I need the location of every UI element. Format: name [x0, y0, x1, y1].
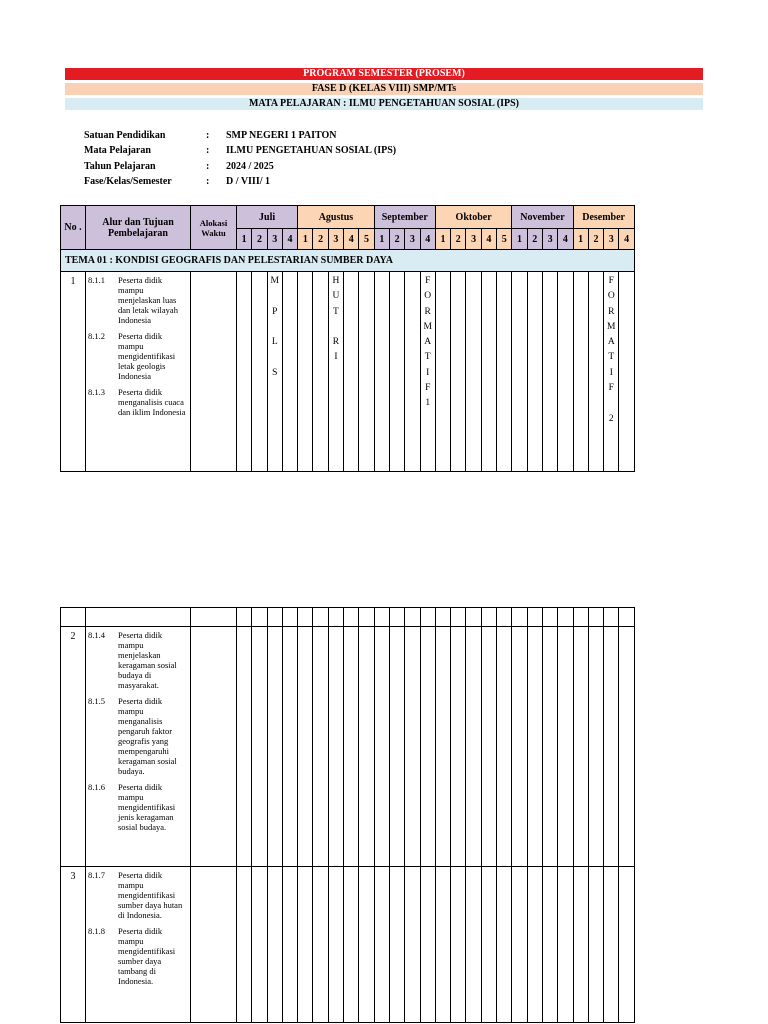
- annotation-letter: R: [608, 306, 615, 317]
- objective-text: Peserta didik mampu menganalisis pengaruh faktor geografis yang mempengaruhi keragaman sosial budaya.: [118, 696, 177, 776]
- annotation-letter: M: [423, 321, 432, 332]
- annotation-letter: O: [424, 291, 432, 302]
- annotation-letter: M: [270, 276, 279, 286]
- week-cell: [389, 867, 404, 1023]
- empty-cell: [466, 608, 481, 627]
- month-header: Desember: [573, 206, 634, 229]
- empty-cell: [374, 608, 389, 627]
- week-cell-annotation: [604, 272, 619, 472]
- week-cell: [527, 867, 542, 1023]
- objective-item: [88, 275, 188, 325]
- week-cell: [435, 272, 450, 472]
- week-cell: [435, 627, 450, 867]
- week-cell: [573, 272, 588, 472]
- info-value: 2024 / 2025: [226, 160, 274, 172]
- objective-item: [88, 782, 188, 832]
- week-cell: [313, 272, 328, 472]
- objective-text: Peserta didik mampu menjelaskan luas dan letak wilayah Indonesia: [118, 275, 178, 325]
- learning-objectives: [86, 272, 191, 472]
- empty-cell: [527, 608, 542, 627]
- info-colon: :: [206, 160, 210, 172]
- week-number: 4: [619, 229, 634, 250]
- info-label: Fase/Kelas/Semester: [84, 175, 172, 187]
- week-cell: [466, 272, 481, 472]
- week-cell: [542, 627, 557, 867]
- info-label: Tahun Pelajaran: [84, 160, 156, 172]
- month-header: Oktober: [435, 206, 511, 229]
- week-cell: [542, 867, 557, 1023]
- objective-code: 8.1.7: [88, 870, 105, 880]
- week-cell: [298, 867, 313, 1023]
- objective-text: Peserta didik mampu mengidentifikasi letak geologis Indonesia: [118, 331, 176, 381]
- week-cell: [558, 867, 573, 1023]
- week-number: 1: [374, 229, 389, 250]
- week-cell: [405, 867, 420, 1023]
- header-no: No .: [61, 206, 86, 250]
- info-label: Satuan Pendidikan: [84, 130, 166, 141]
- week-number: 1: [573, 229, 588, 250]
- empty-cell: [282, 608, 297, 627]
- week-number: 2: [527, 229, 542, 250]
- annotation-letter: A: [607, 337, 615, 348]
- month-header: September: [374, 206, 435, 229]
- week-number: 4: [420, 229, 435, 250]
- week-cell: [527, 272, 542, 472]
- week-number: 1: [237, 229, 252, 250]
- week-number: 2: [313, 229, 328, 250]
- week-number: 3: [328, 229, 343, 250]
- empty-cell: [313, 608, 328, 627]
- week-cell: [389, 272, 404, 472]
- theme-title: TEMA 01 : KONDISI GEOGRAFIS DAN PELESTARIAN SUMBER DAYA: [61, 250, 635, 272]
- month-header: Juli: [237, 206, 298, 229]
- week-cell: [267, 627, 282, 867]
- week-number: 2: [451, 229, 466, 250]
- empty-cell: [389, 608, 404, 627]
- info-row-satuan: [84, 128, 504, 143]
- week-cell: [252, 272, 267, 472]
- empty-cell: [619, 608, 634, 627]
- week-number: 4: [282, 229, 297, 250]
- annotation-letter: I: [426, 367, 430, 378]
- week-cell: [344, 627, 359, 867]
- annotation-letter: [268, 289, 282, 304]
- week-cell: [466, 867, 481, 1023]
- week-number: 3: [604, 229, 619, 250]
- week-cell: [558, 627, 573, 867]
- week-number: 4: [344, 229, 359, 250]
- annotation-letter: [604, 396, 618, 411]
- week-number: 3: [466, 229, 481, 250]
- info-row-fase: [84, 174, 504, 189]
- week-cell: [604, 867, 619, 1023]
- week-cell: [588, 272, 603, 472]
- empty-cell: [604, 608, 619, 627]
- week-number: 4: [481, 229, 496, 250]
- week-cell: [267, 867, 282, 1023]
- week-cell: [512, 272, 527, 472]
- row-number: 3: [61, 867, 86, 1023]
- info-value: ILMU PENGETAHUAN SOSIAL (IPS): [226, 145, 397, 157]
- table-row: [61, 627, 635, 867]
- week-cell: [282, 627, 297, 867]
- empty-cell: [588, 608, 603, 627]
- objective-item: [88, 870, 188, 920]
- empty-cell: [298, 608, 313, 627]
- week-number: 1: [435, 229, 450, 250]
- annotation-letter: L: [271, 337, 278, 348]
- empty-cell: [512, 608, 527, 627]
- week-cell: [252, 627, 267, 867]
- week-cell: [405, 272, 420, 472]
- week-cell: [359, 627, 374, 867]
- week-cell: [527, 627, 542, 867]
- week-cell: [481, 867, 496, 1023]
- week-cell-annotation: [267, 272, 282, 472]
- title-fase: FASE D (KELAS VIII) SMP/MTs: [65, 83, 703, 95]
- annotation-letter: T: [424, 352, 431, 363]
- week-number: 1: [512, 229, 527, 250]
- annotation-letter: 2: [608, 413, 614, 424]
- title-mata-pelajaran: MATA PELAJARAN : ILMU PENGETAHUAN SOSIAL (IPS): [65, 98, 703, 110]
- empty-cell: [359, 608, 374, 627]
- empty-cell: [435, 608, 450, 627]
- week-cell: [313, 627, 328, 867]
- objective-item: [88, 387, 188, 417]
- annotation-letter: S: [272, 367, 278, 378]
- week-cell: [252, 867, 267, 1023]
- objective-code: 8.1.6: [88, 782, 105, 792]
- annotation-letter: F: [425, 383, 431, 394]
- week-cell: [588, 627, 603, 867]
- prosem-table-page-2: [60, 607, 635, 1023]
- empty-cell: [451, 608, 466, 627]
- week-number: 3: [405, 229, 420, 250]
- learning-objectives: [86, 627, 191, 867]
- week-cell: [420, 867, 435, 1023]
- info-label: Mata Pelajaran: [84, 145, 151, 157]
- header-alokasi: Alokasi Waktu: [191, 206, 237, 250]
- identity-block: [84, 128, 504, 189]
- week-cell: [237, 867, 252, 1023]
- week-cell: [374, 627, 389, 867]
- week-number: 5: [359, 229, 374, 250]
- week-cell: [466, 627, 481, 867]
- annotation-letter: [268, 350, 282, 365]
- week-cell: [481, 627, 496, 867]
- week-cell: [512, 627, 527, 867]
- week-cell: [359, 867, 374, 1023]
- annotation-letter: [268, 320, 282, 335]
- week-number: 3: [267, 229, 282, 250]
- theme-row: [61, 250, 635, 272]
- week-cell-annotation: [420, 272, 435, 472]
- week-cell: [344, 867, 359, 1023]
- objective-code: 8.1.5: [88, 696, 105, 706]
- empty-cell: [237, 608, 252, 627]
- week-cell: [420, 627, 435, 867]
- week-number: 2: [389, 229, 404, 250]
- month-header: November: [512, 206, 573, 229]
- objective-code: 8.1.3: [88, 387, 105, 397]
- blank-header-row: [61, 608, 635, 627]
- week-cell: [451, 272, 466, 472]
- week-cell: [604, 627, 619, 867]
- info-value: SMP NEGERI 1 PAITON: [226, 130, 337, 141]
- alokasi-cell: [191, 867, 237, 1023]
- week-cell: [374, 867, 389, 1023]
- week-cell: [573, 627, 588, 867]
- empty-cell: [328, 608, 343, 627]
- week-cell: [313, 867, 328, 1023]
- week-number: 5: [497, 229, 512, 250]
- annotation-letter: R: [424, 306, 431, 317]
- objective-text: Peserta didik mampu mengidentifikasi jenis keragaman sosial budaya.: [118, 782, 176, 832]
- week-number: 4: [558, 229, 573, 250]
- prosem-table-page-1: [60, 205, 635, 472]
- empty-cell: [481, 608, 496, 627]
- week-cell: [298, 627, 313, 867]
- month-header: Agustus: [298, 206, 374, 229]
- objective-item: [88, 630, 188, 690]
- annotation-letter: H: [332, 276, 340, 286]
- week-number: 2: [588, 229, 603, 250]
- objective-item: [88, 331, 188, 381]
- annotation-letter: F: [425, 276, 431, 286]
- empty-cell: [497, 608, 512, 627]
- week-cell: [542, 272, 557, 472]
- empty-cell: [405, 608, 420, 627]
- annotation-letter: [329, 320, 343, 335]
- annotation-letter: M: [607, 321, 616, 332]
- table-row: [61, 867, 635, 1023]
- annotation-letter: F: [608, 383, 614, 394]
- annotation-letter: P: [272, 306, 278, 317]
- objective-text: Peserta didik mampu mengidentifikasi sumber daya tambang di Indonesia.: [118, 926, 176, 986]
- annotation-letter: U: [332, 291, 340, 302]
- empty-cell: [558, 608, 573, 627]
- objective-item: [88, 926, 188, 986]
- week-number: 2: [252, 229, 267, 250]
- empty-cell: [573, 608, 588, 627]
- empty-cell: [267, 608, 282, 627]
- week-cell: [405, 627, 420, 867]
- objective-code: 8.1.2: [88, 331, 105, 341]
- week-number: 1: [298, 229, 313, 250]
- week-cell: [497, 627, 512, 867]
- week-cell: [374, 272, 389, 472]
- week-cell: [282, 867, 297, 1023]
- week-cell: [359, 272, 374, 472]
- annotation-letter: O: [607, 291, 615, 302]
- week-cell: [497, 867, 512, 1023]
- week-cell: [588, 867, 603, 1023]
- week-cell: [237, 272, 252, 472]
- objective-code: 8.1.8: [88, 926, 105, 936]
- objective-item: [88, 696, 188, 776]
- alokasi-cell: [191, 272, 237, 472]
- empty-cell: [420, 608, 435, 627]
- week-cell: [328, 867, 343, 1023]
- week-cell: [328, 627, 343, 867]
- annotation-letter: T: [608, 352, 615, 363]
- week-cell: [237, 627, 252, 867]
- week-cell: [282, 272, 297, 472]
- annotation-letter: 1: [425, 398, 431, 409]
- annotation-letter: R: [332, 337, 340, 348]
- week-cell: [435, 867, 450, 1023]
- week-cell: [573, 867, 588, 1023]
- empty-cell: [542, 608, 557, 627]
- title-program-semester: PROGRAM SEMESTER (PROSEM): [65, 68, 703, 80]
- info-colon: :: [206, 175, 210, 187]
- week-cell: [481, 272, 496, 472]
- annotation-letter: T: [333, 306, 339, 317]
- annotation-letter: I: [609, 367, 613, 378]
- annotation-letter: F: [608, 276, 614, 286]
- objective-text: Peserta didik menganalisis cuaca dan iklim Indonesia: [118, 387, 186, 417]
- info-row-mapel: [84, 143, 504, 158]
- header-row-months: [61, 206, 635, 229]
- empty-cell: [252, 608, 267, 627]
- annotation-letter: A: [424, 337, 432, 348]
- objective-code: 8.1.4: [88, 630, 105, 640]
- week-cell: [298, 272, 313, 472]
- header-alur: Alur dan Tujuan Pembelajaran: [86, 206, 191, 250]
- objective-code: 8.1.1: [88, 275, 105, 285]
- annotation-letter: I: [334, 352, 338, 363]
- empty-cell: [86, 608, 191, 627]
- week-cell: [558, 272, 573, 472]
- objective-text: Peserta didik mampu menjelaskan keragaman sosial budaya di masyarakat.: [118, 630, 177, 690]
- learning-objectives: [86, 867, 191, 1023]
- empty-cell: [61, 608, 86, 627]
- info-value: D / VIII/ 1: [226, 175, 270, 187]
- empty-cell: [344, 608, 359, 627]
- week-cell: [344, 272, 359, 472]
- alokasi-cell: [191, 627, 237, 867]
- week-cell: [619, 627, 634, 867]
- week-cell: [619, 272, 634, 472]
- empty-cell: [191, 608, 237, 627]
- row-number: 2: [61, 627, 86, 867]
- info-colon: :: [206, 130, 210, 141]
- week-cell: [389, 627, 404, 867]
- table-row: [61, 272, 635, 472]
- week-cell: [451, 867, 466, 1023]
- week-cell: [512, 867, 527, 1023]
- week-cell: [497, 272, 512, 472]
- row-number: 1: [61, 272, 86, 472]
- objective-text: Peserta didik mampu mengidentifikasi sumber daya hutan di Indonesia.: [118, 870, 183, 920]
- info-row-tahun: [84, 159, 504, 174]
- info-colon: :: [206, 145, 210, 157]
- week-cell: [451, 627, 466, 867]
- week-cell-annotation: [328, 272, 343, 472]
- week-cell: [619, 867, 634, 1023]
- week-number: 3: [542, 229, 557, 250]
